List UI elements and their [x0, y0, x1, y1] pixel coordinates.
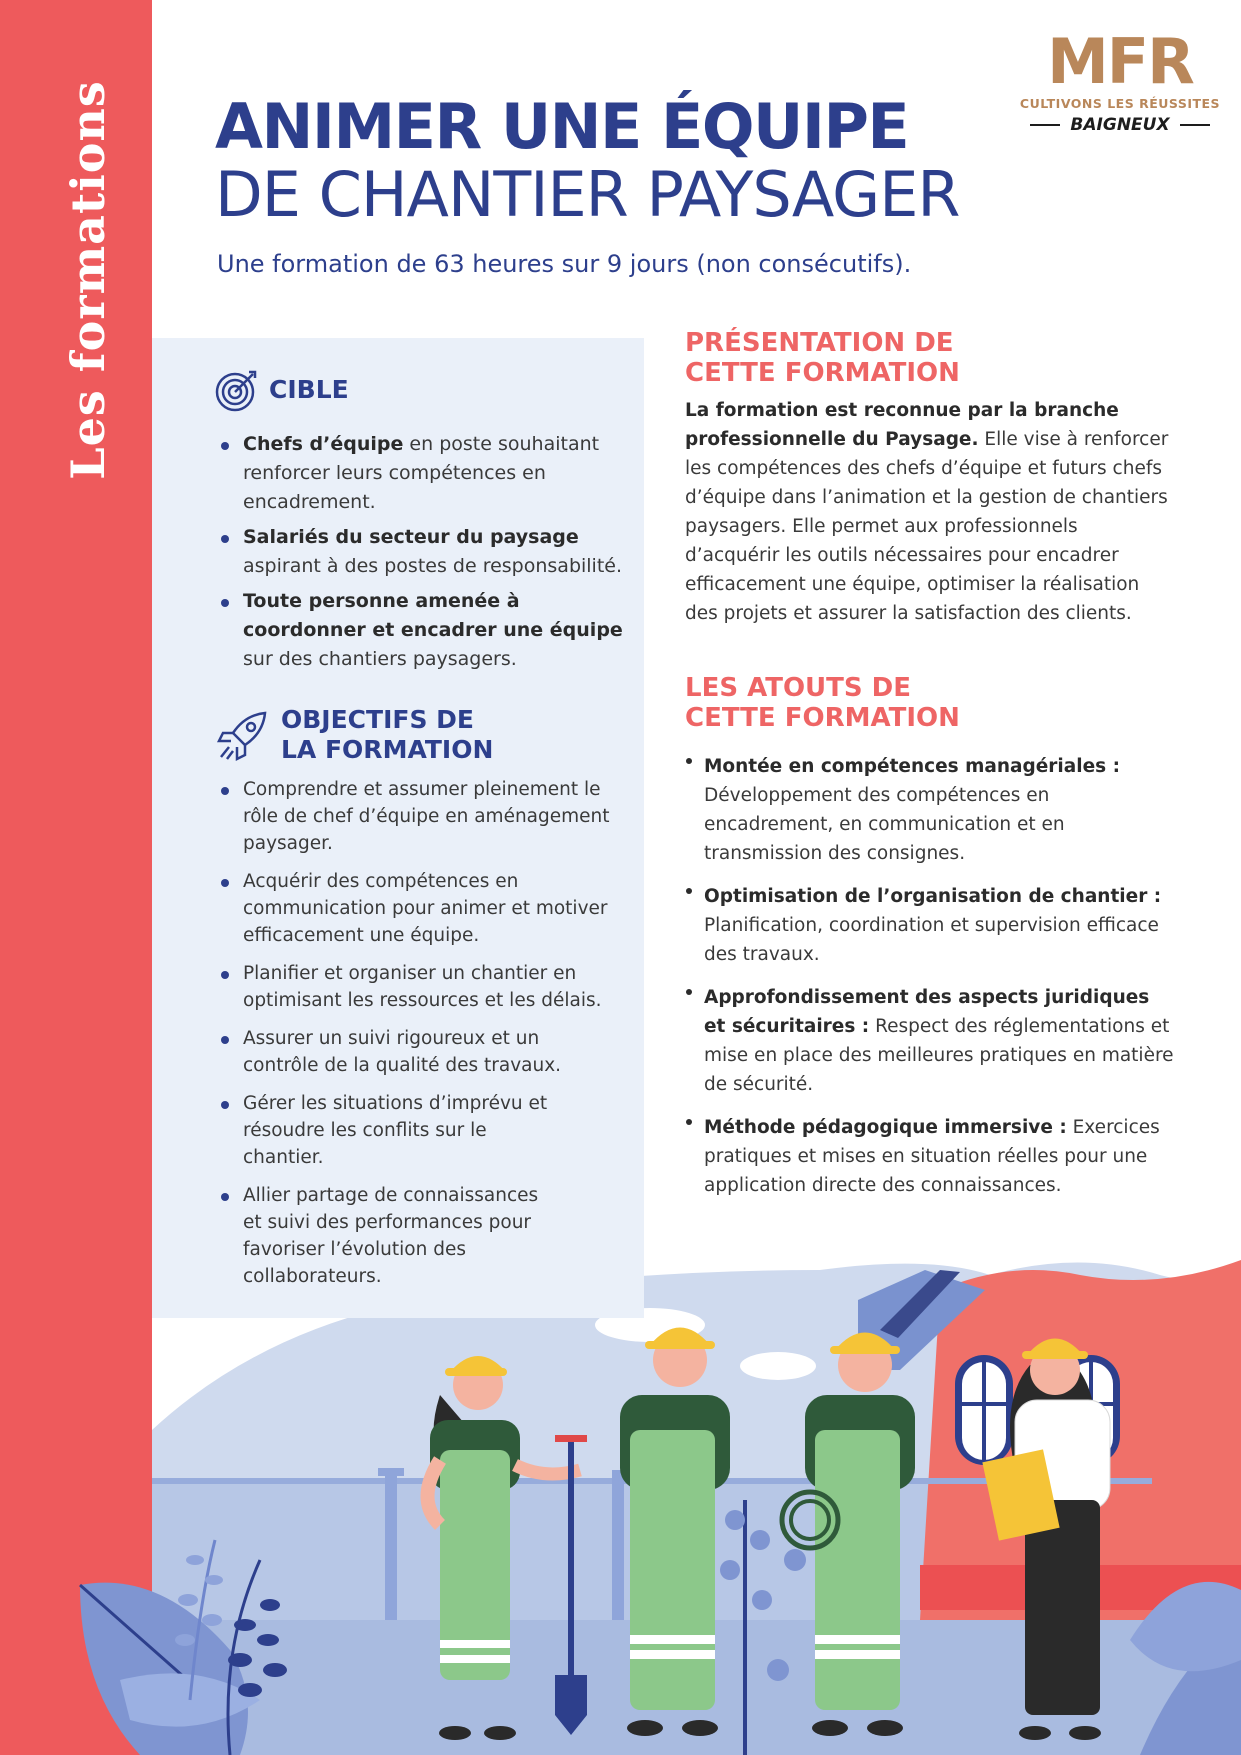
- presentation-text: La formation est reconnue par la branche professionnelle du Paysage. Elle vise à renforcer les compétences des chefs d’équipe et futurs chefs d’équipe dans l’animation et la gestion de chantiers paysagers. Elle permet aux professionnels d’acquérir les outils nécessaires pour encadrer efficacement une équipe, optimiser la réalisation des projets et assurer la satisfaction des clients.: [685, 400, 1169, 624]
- list-item: Assurer un suivi rigoureux et un contrôle de la qualité des travaux.: [218, 1025, 618, 1079]
- list-item: Planifier et organiser un chantier en optimisant les ressources et les délais.: [218, 960, 618, 1014]
- list-item: Méthode pédagogique immersive : Exercices pratiques et mises en situation réelles pour une application directe des connaissances.: [685, 1113, 1175, 1200]
- objectifs-heading-text: OBJECTIFS DE LA FORMATION: [281, 705, 494, 764]
- list-item: Approfondissement des aspects juridiques et sécuritaires : Respect des réglementations et mise en place des meilleures pratiques en matière de sécurité.: [685, 983, 1175, 1099]
- list-item: Optimisation de l’organisation de chantier : Planification, coordination et supervision efficace des travaux.: [685, 882, 1175, 969]
- list-item: Gérer les situations d’imprévu et résoudre les conflits sur le chantier.: [218, 1090, 553, 1171]
- page-subtitle: Une formation de 63 heures sur 9 jours (non consécutifs).: [217, 250, 912, 278]
- objectifs-heading: [215, 705, 493, 765]
- sidebar-label: Les formations: [61, 80, 115, 480]
- list-item: Comprendre et assumer pleinement le rôle de chef d’équipe en aménagement paysager.: [218, 776, 618, 857]
- page-title-line2: DE CHANTIER PAYSAGER: [215, 158, 960, 231]
- presentation-heading: PRÉSENTATION DE CETTE FORMATION: [685, 328, 960, 388]
- list-item: Montée en compétences managériales : Développement des compétences en encadrement, en communication et en transmission des consignes.: [685, 752, 1175, 868]
- cible-heading: [215, 368, 349, 412]
- atouts-heading: LES ATOUTS DE CETTE FORMATION: [685, 673, 960, 733]
- list-item: Allier partage de connaissances et suivi des performances pour favoriser l’évolution des collaborateurs.: [218, 1182, 553, 1290]
- logo-tagline: CULTIVONS LES RÉUSSITES: [1019, 96, 1221, 111]
- list-item: Chefs d’équipe en poste souhaitant renforcer leurs compétences en encadrement.: [218, 430, 623, 517]
- rocket-icon: [215, 707, 271, 763]
- logo-place-label: BAIGNEUX: [1070, 115, 1170, 135]
- logo-mark: MFR: [1047, 25, 1193, 98]
- cible-heading-text: CIBLE: [269, 375, 349, 404]
- list-item: Toute personne amenée à coordonner et encadrer une équipe sur des chantiers paysagers.: [218, 587, 623, 674]
- target-icon: [215, 368, 259, 412]
- atouts-list: [685, 752, 1175, 1214]
- list-item: Salariés du secteur du paysage aspirant à des postes de responsabilité.: [218, 523, 623, 581]
- page-title: ANIMER UNE ÉQUIPE: [215, 90, 909, 163]
- objectifs-list: [218, 776, 618, 1301]
- list-item: Acquérir des compétences en communication pour animer et motiver efficacement une équipe.: [218, 868, 618, 949]
- cible-list: [218, 430, 623, 680]
